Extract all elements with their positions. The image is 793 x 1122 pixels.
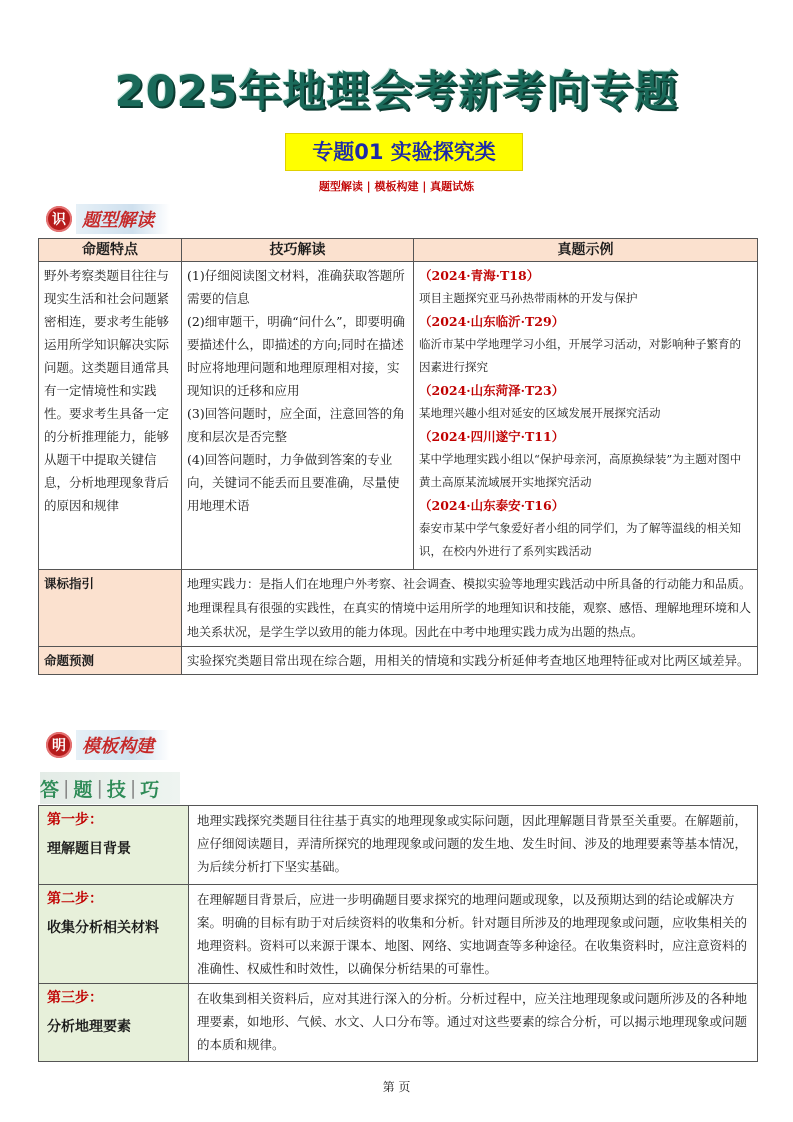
step-name: 分析地理要素 <box>47 1019 131 1035</box>
step-row <box>39 984 758 1062</box>
example-desc: 某中学地理实践小组以“保护母亲河，高原换绿装”为主题对图中黄土高原某流域展开实地探究活动 <box>419 452 742 489</box>
step-row <box>39 806 758 885</box>
divider: | <box>63 777 70 799</box>
examples-cell <box>414 262 758 570</box>
table-row <box>39 570 758 647</box>
steps-table <box>38 805 758 1062</box>
table-row <box>39 262 758 570</box>
section-header-interpretation <box>46 204 170 234</box>
example-item <box>419 264 752 310</box>
example-title: （2024·青海·T18） <box>419 268 540 283</box>
skills-char: 巧 <box>140 778 160 801</box>
skills-char: 技 <box>106 778 126 801</box>
answer-skills-header <box>40 772 180 804</box>
column-header: 命题特点 <box>39 239 182 262</box>
example-item <box>419 494 752 563</box>
table-header-row <box>39 239 758 262</box>
example-title: （2024·山东泰安·T16） <box>419 498 565 513</box>
column-header: 真题示例 <box>414 239 758 262</box>
step-label-cell <box>39 885 189 984</box>
section-label: 模板构建 <box>76 730 170 760</box>
skill-item: (3)回答问题时，应全面，注意回答的角度和层次是否完整 <box>187 406 405 444</box>
features-cell: 野外考察类题目往往与现实生活和社会问题紧密相连，要求考生能够运用所学知识解决实际问题。这类题目通常具有一定情境性和实践性。要求考生具备一定的分析推理能力，能够从题干中提取关键信息，分析地理现象背后的原因和规律 <box>39 262 182 570</box>
step-label-cell <box>39 984 189 1062</box>
example-desc: 泰安市某中学气象爱好者小组的同学们，为了解等温线的相关知识，在校内外进行了系列实践活动 <box>419 521 741 558</box>
section-label: 题型解读 <box>76 204 170 234</box>
main-title: 2025年地理会考新考向专题 <box>114 67 679 117</box>
example-item <box>419 310 752 379</box>
page-footer: 第 页 <box>382 1080 411 1094</box>
step-text: 在收集到相关资料后，应对其进行深入的分析。分析过程中，应关注地理现象或问题所涉及的各种地理要素，如地形、气候、水文、人口分布等。通过对这些要素的综合分析，可以揭示地理现象或问题的本质和规律。 <box>189 984 758 1062</box>
example-desc: 项目主题探究亚马孙热带雨林的开发与保护 <box>419 291 638 305</box>
example-title: （2024·山东菏泽·T23） <box>419 383 565 398</box>
step-number: 第二步： <box>47 891 103 907</box>
example-item <box>419 379 752 425</box>
column-header: 技巧解读 <box>182 239 414 262</box>
predict-label: 命题预测 <box>39 647 182 675</box>
divider: | <box>96 777 103 799</box>
skills-char: 答 <box>40 778 60 801</box>
step-number: 第一步： <box>47 812 103 828</box>
tagline: 题型解读 | 模板构建 | 真题试炼 <box>318 180 475 193</box>
step-row <box>39 885 758 984</box>
example-title: （2024·四川遂宁·T11） <box>419 429 565 444</box>
step-text: 地理实践探究类题目往往基于真实的地理现象或实际问题，因此理解题目背景至关重要。在解题前，应仔细阅读题目，弄清所探究的地理现象或问题的发生地、发生时间、涉及的地理要素等基本情况，为后续分析打下坚实基础。 <box>189 806 758 885</box>
example-title: （2024·山东临沂·T29） <box>419 314 565 329</box>
step-number: 第三步： <box>47 990 103 1006</box>
step-label-cell <box>39 806 189 885</box>
predict-text: 实验探究类题目常出现在综合题，用相关的情境和实践分析延伸考查地区地理特征或对比两区域差异。 <box>182 647 758 675</box>
step-name: 理解题目背景 <box>47 841 131 857</box>
step-text: 在理解题目背景后，应进一步明确题目要求探究的地理问题或现象，以及预期达到的结论或解决方案。明确的目标有助于对后续资料的收集和分析。针对题目所涉及的地理现象或问题，应收集相关的地理资料。资料可以来源于课本、地图、网络、实地调查等多种途径。在收集资料时，应注意资料的准确性、权威性和时效性，以确保分析结果的可靠性。 <box>189 885 758 984</box>
guide-label: 课标指引 <box>39 570 182 647</box>
skills-cell <box>182 262 414 570</box>
question-type-table <box>38 238 758 675</box>
step-name: 收集分析相关材料 <box>47 920 159 936</box>
skills-char: 题 <box>73 778 93 801</box>
badge-icon: 明 <box>46 732 72 758</box>
example-desc: 某地理兴趣小组对延安的区域发展开展探究活动 <box>419 406 661 420</box>
example-item <box>419 425 752 494</box>
subtitle-badge: 专题01 实验探究类 <box>285 133 523 171</box>
guide-text: 地理实践力：是指人们在地理户外考察、社会调查、模拟实验等地理实践活动中所具备的行动能力和品质。地理课程具有很强的实践性，在真实的情境中运用所学的地理知识和技能，观察、感悟、理解地理环境和人地关系状况，是学生学以致用的能力体现。因此在中考中地理实践力成为出题的热点。 <box>182 570 758 647</box>
skill-item: (4)回答问题时，力争做到答案的专业向，关键词不能丢而且要准确，尽量使用地理术语 <box>187 452 400 513</box>
badge-icon: 识 <box>46 206 72 232</box>
skill-item: (1)仔细阅读图文材料，准确获取答题所需要的信息 <box>187 268 405 306</box>
example-desc: 临沂市某中学地理学习小组，开展学习活动，对影响种子繁育的因素进行探究 <box>419 337 741 374</box>
skill-item: (2)细审题干，明确“问什么”，即要明确要描述什么，即描述的方向;同时在描述时应将地理问题和地理原理相对接，实现知识的迁移和应用 <box>187 314 405 398</box>
divider: | <box>129 777 137 799</box>
table-row <box>39 647 758 675</box>
section-header-template <box>46 730 170 760</box>
